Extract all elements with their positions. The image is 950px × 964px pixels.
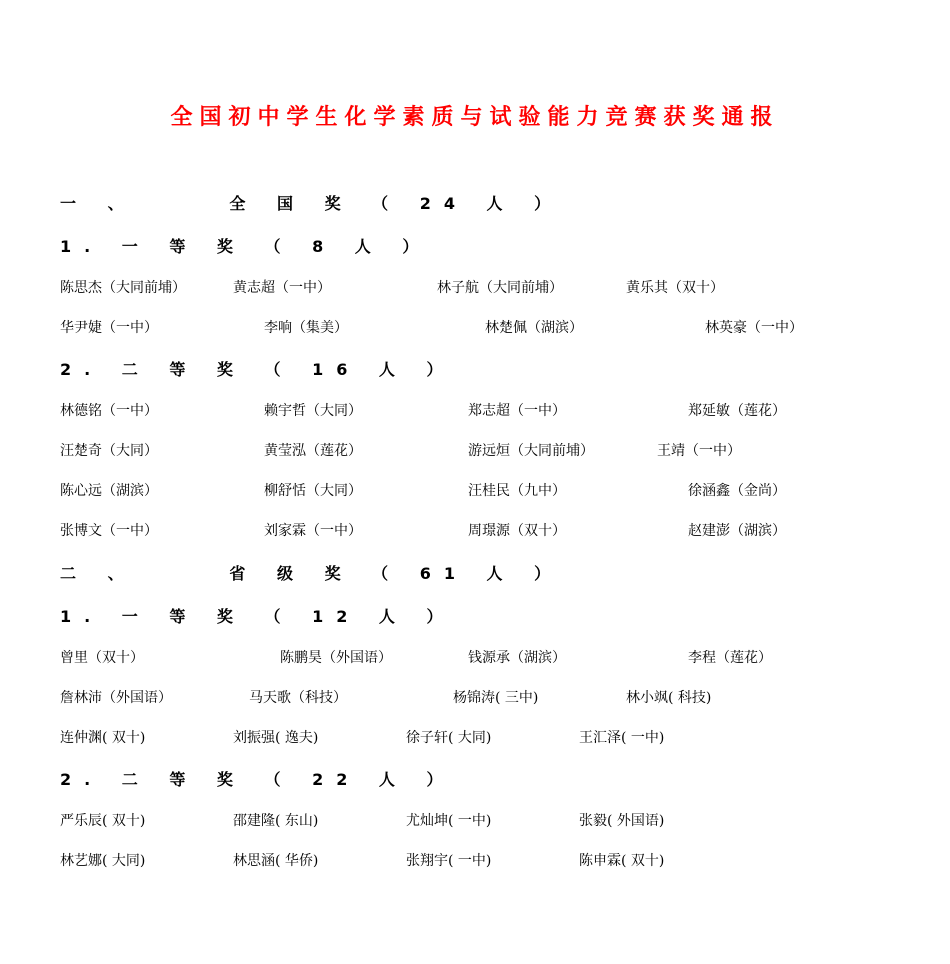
table-row (0, 317, 950, 337)
list-item: 马天歌（科技） (249, 690, 347, 706)
list-item: 尤灿坤( 一中) (406, 813, 492, 829)
list-item: 张翔宇( 一中) (406, 853, 492, 869)
table-row (0, 810, 950, 830)
list-item: 林小飒( 科技) (626, 690, 712, 706)
list-item: 徐涵鑫（金尚） (688, 483, 786, 499)
list-item: 游远烜（大同前埔） (468, 443, 594, 459)
list-item: 华尹婕（一中） (60, 320, 158, 336)
list-item: 林楚佩（湖滨） (485, 320, 583, 336)
subsection-heading-provincial-second: 2. 二 等 奖 （ 22 人 ） (60, 770, 456, 789)
list-item: 李程（莲花） (688, 650, 772, 666)
list-item: 刘家霖（一中） (264, 523, 362, 539)
list-item: 徐子轩( 大同) (406, 730, 492, 746)
table-row (0, 687, 950, 707)
list-item: 汪楚奇（大同） (60, 443, 158, 459)
table-row (0, 480, 950, 500)
list-item: 詹林沛（外国语） (60, 690, 172, 706)
list-item: 陈思杰（大同前埔） (60, 280, 186, 296)
list-item: 郑延敏（莲花） (688, 403, 786, 419)
section-heading-provincial: 二 、 省 级 奖 （ 61 人 ） (60, 564, 564, 583)
section-heading-national: 一 、 全 国 奖 （ 24 人 ） (60, 194, 564, 213)
list-item: 严乐辰( 双十) (60, 813, 146, 829)
table-row (0, 520, 950, 540)
table-row (0, 277, 950, 297)
document-title: 全国初中学生化学素质与试验能力竞赛获奖通报 (170, 105, 780, 130)
list-item: 连仲渊( 双十) (60, 730, 146, 746)
list-item: 林艺娜( 大同) (60, 853, 146, 869)
table-row (0, 850, 950, 870)
list-item: 林英豪（一中） (705, 320, 803, 336)
list-item: 黄莹泓（莲花） (264, 443, 362, 459)
list-item: 林思涵( 华侨) (233, 853, 319, 869)
list-item: 曾里（双十） (60, 650, 144, 666)
subsection-heading-national-first: 1. 一 等 奖 （ 8 人 ） (60, 237, 432, 256)
list-item: 李响（集美） (264, 320, 348, 336)
list-item: 陈心远（湖滨） (60, 483, 158, 499)
list-item: 林子航（大同前埔） (437, 280, 563, 296)
list-item: 王汇泽( 一中) (579, 730, 665, 746)
list-item: 张毅( 外国语) (579, 813, 665, 829)
list-item: 赖宇哲（大同） (264, 403, 362, 419)
table-row (0, 727, 950, 747)
list-item: 邵建隆( 东山) (233, 813, 319, 829)
list-item: 汪桂民（九中） (468, 483, 566, 499)
list-item: 刘振强( 逸夫) (233, 730, 319, 746)
list-item: 张博文（一中） (60, 523, 158, 539)
list-item: 赵建澎（湖滨） (688, 523, 786, 539)
list-item: 陈申霖( 双十) (579, 853, 665, 869)
list-item: 黄志超（一中） (233, 280, 331, 296)
list-item: 陈鹏昊（外国语） (280, 650, 392, 666)
table-row (0, 647, 950, 667)
subsection-heading-provincial-first: 1. 一 等 奖 （ 12 人 ） (60, 607, 456, 626)
list-item: 郑志超（一中） (468, 403, 566, 419)
list-item: 王靖（一中） (657, 443, 741, 459)
subsection-heading-national-second: 2. 二 等 奖 （ 16 人 ） (60, 360, 456, 379)
list-item: 柳舒恬（大同） (264, 483, 362, 499)
list-item: 林德铭（一中） (60, 403, 158, 419)
table-row (0, 400, 950, 420)
list-item: 杨锦涛( 三中) (453, 690, 539, 706)
list-item: 钱源承（湖滨） (468, 650, 566, 666)
list-item: 周璟源（双十） (468, 523, 566, 539)
table-row (0, 440, 950, 460)
list-item: 黄乐其（双十） (626, 280, 724, 296)
